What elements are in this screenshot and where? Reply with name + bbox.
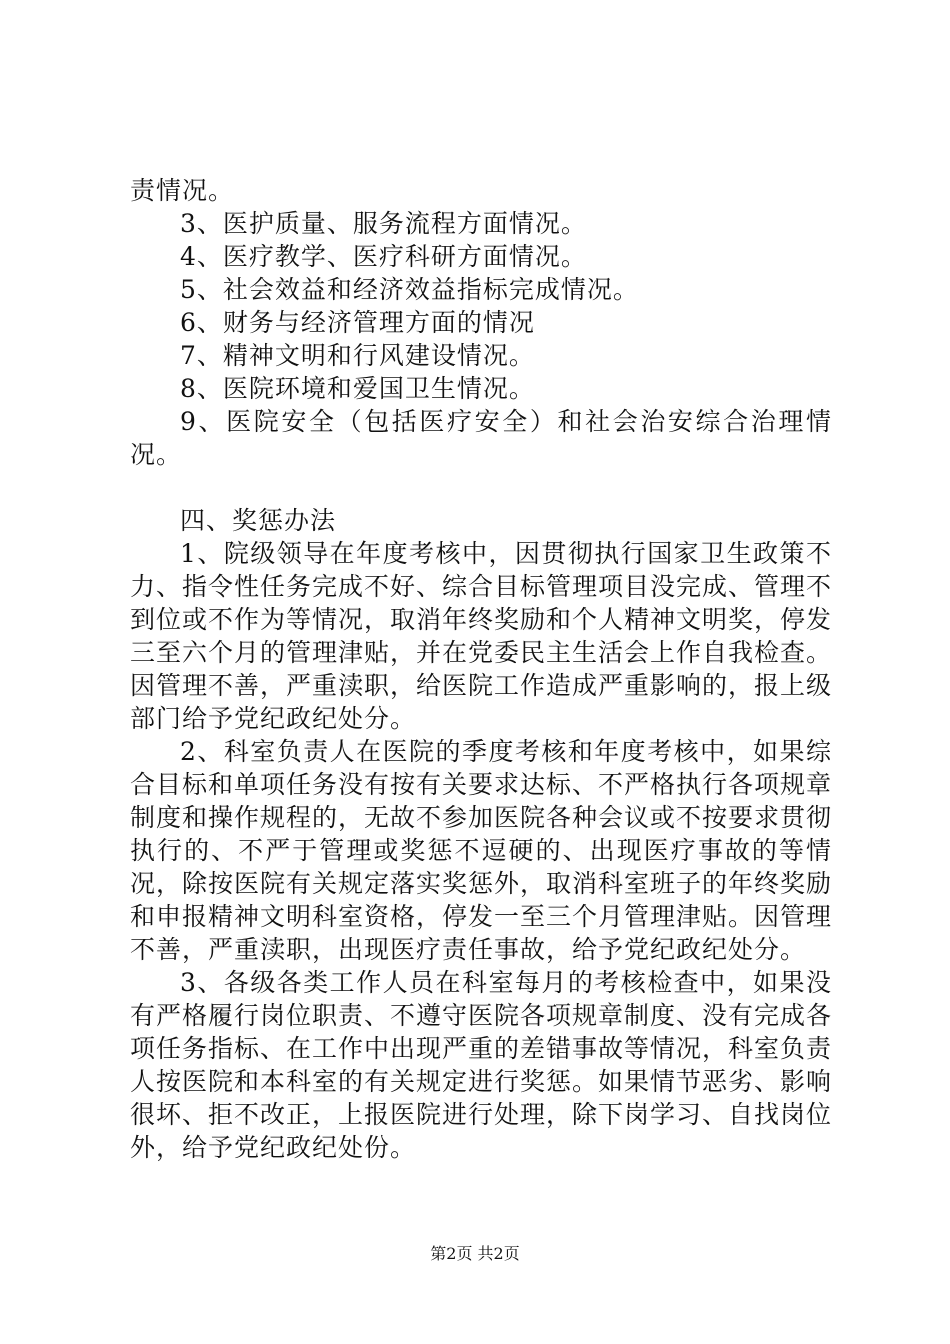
- paragraph: 2、科室负责人在医院的季度考核和年度考核中，如果综合目标和单项任务没有按有关要求达标、不严格执行各项规章制度和操作规程的，无故不参加医院各种会议或不按要求贯彻执行的、不严于管理或奖惩不逗硬的、出现医疗事故的等情况，除按医院有关规定落实奖惩外，取消科室班子的年终奖励和申报精神文明科室资格，停发一至三个月管理津贴。因管理不善，严重渎职，出现医疗责任事故，给予党纪政纪处分。: [130, 737, 833, 964]
- page-number: 第2页 共2页: [430, 1244, 520, 1263]
- paragraph: 3、各级各类工作人员在科室每月的考核检查中，如果没有严格履行岗位职责、不遵守医院各项规章制度、没有完成各项任务指标、在工作中出现严重的差错事故等情况，科室负责人按医院和本科室的有关规定进行奖惩。如果情节恶劣、影响很坏、拒不改正，上报医院进行处理，除下岗学习、自找岗位外，给予党纪政纪处份。: [130, 968, 833, 1162]
- list-item: 6、财务与经济管理方面的情况: [180, 308, 535, 337]
- document-body: [130, 174, 832, 1164]
- section-heading: 四、奖惩办法: [180, 506, 337, 535]
- section-spacer: [130, 471, 832, 504]
- list-item: 9、医院安全（包括医疗安全）和社会治安综合治理情况。: [130, 407, 832, 469]
- continuation-text: 责情况。: [130, 176, 235, 205]
- list-item: 3、医护质量、服务流程方面情况。: [180, 209, 587, 238]
- list-item: 7、精神文明和行风建设情况。: [180, 341, 535, 370]
- paragraph: 1、院级领导在年度考核中，因贯彻执行国家卫生政策不力、指令性任务完成不好、综合目标管理项目没完成、管理不到位或不作为等情况，取消年终奖励和个人精神文明奖，停发三至六个月的管理津贴，并在党委民主生活会上作自我检查。因管理不善，严重渎职，给医院工作造成严重影响的，报上级部门给予党纪政纪处分。: [130, 539, 833, 733]
- list-item: 5、社会效益和经济效益指标完成情况。: [180, 275, 639, 304]
- list-item: 4、医疗教学、医疗科研方面情况。: [180, 242, 587, 271]
- list-item: 8、医院环境和爱国卫生情况。: [180, 374, 535, 403]
